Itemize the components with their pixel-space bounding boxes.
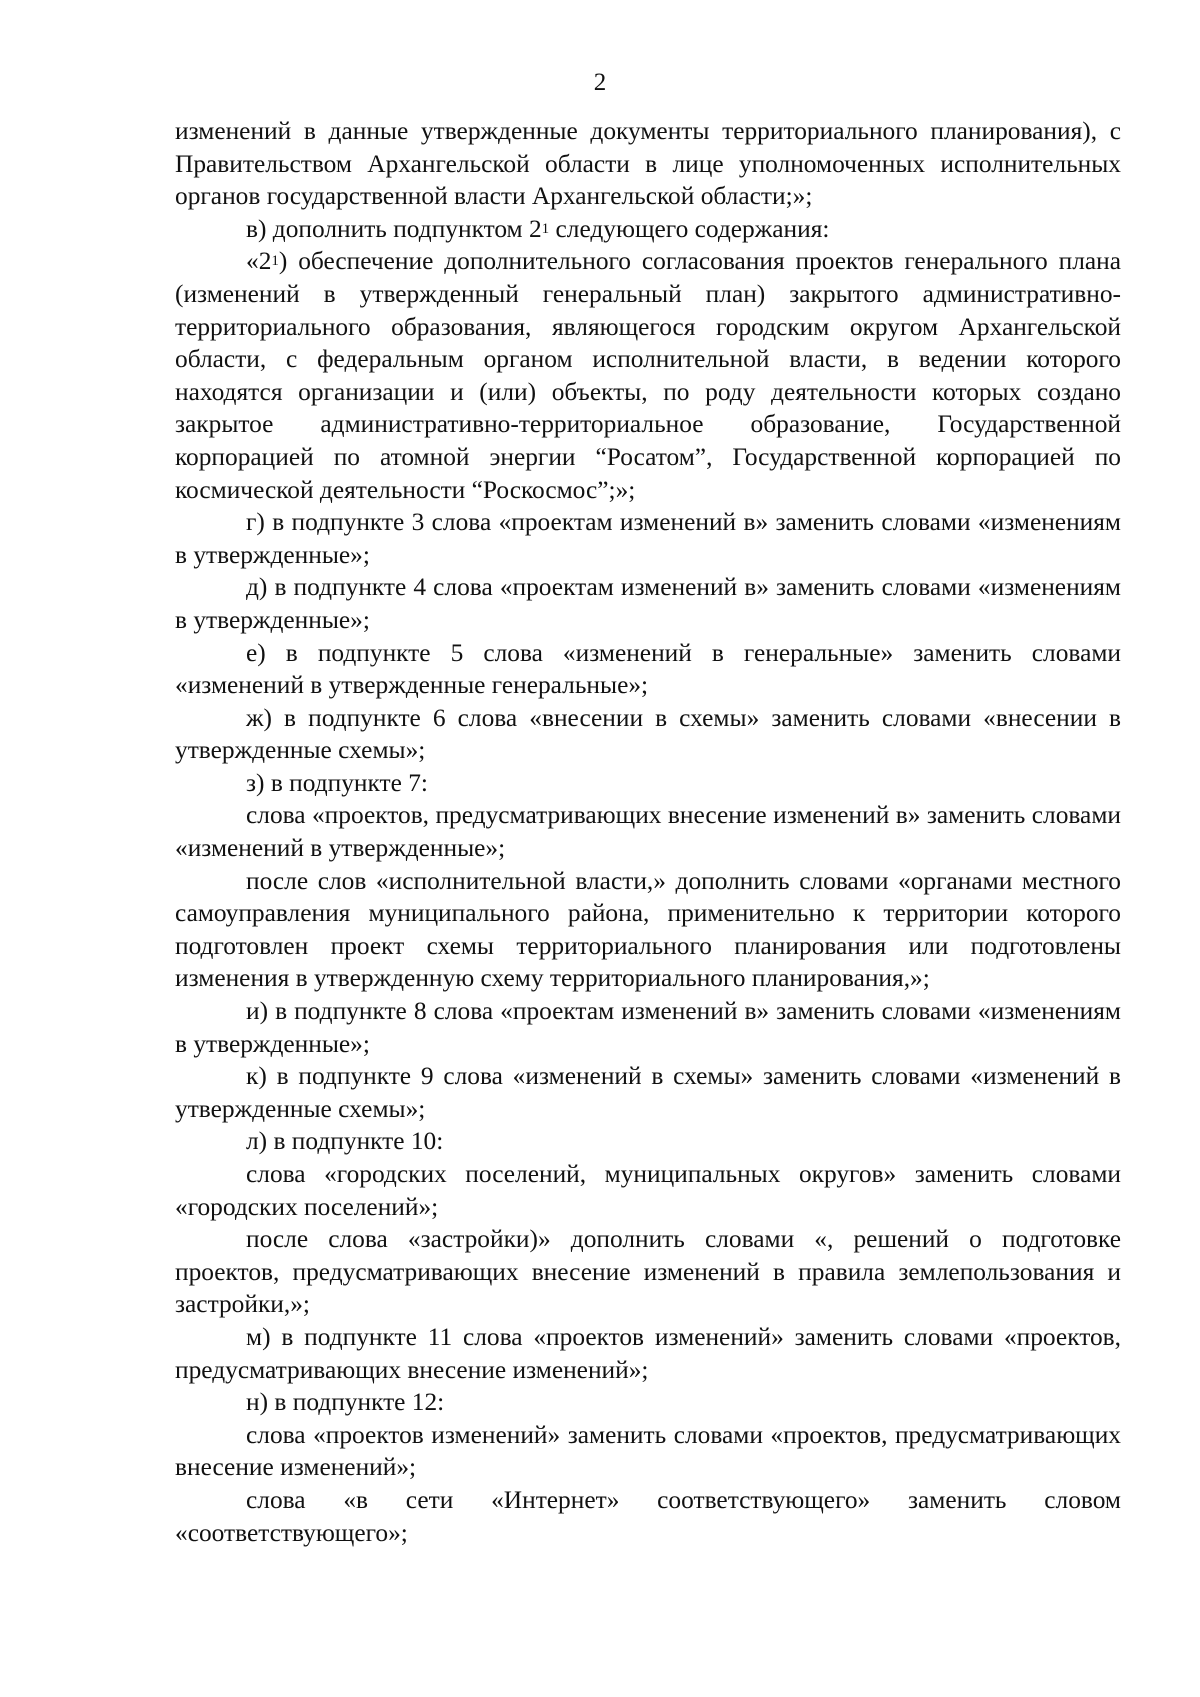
paragraph-text: в) дополнить подпунктом 2 (246, 214, 542, 243)
paragraph-subitem-2-1 (175, 245, 1121, 506)
paragraph-item-zh: ж) в подпункте 6 слова «внесении в схемы» заменить словами «внесении в утвержденные схемы»; (175, 703, 1121, 765)
paragraph-text: ) обеспечение дополнительного согласования проектов генерального плана (изменений в утвержденный генеральный план) закрытого административно-территориального образования, являющегося городским округом Архангельской области, с федеральным органом исполнительной власти, в ведении которого находятся организации и (или) объекты, по роду деятельности которых создано закрытое административно-территориальное образование, Государственной корпорацией по атомной энергии “Росатом”, Государственной корпорацией по космической деятельности “Роскосмос”;»; (175, 247, 1121, 504)
paragraph-text: «2 (246, 247, 272, 276)
paragraph-text: следующего содержания: (549, 214, 830, 243)
paragraph-item-l-after: после слова «застройки)» дополнить словами «, решений о подготовке проектов, предусматривающих внесение изменений в правила землепользования и застройки,»; (175, 1225, 1121, 1319)
paragraph-item-m: м) в подпункте 11 слова «проектов изменений» заменить словами «проектов, предусматривающих внесение изменений»; (175, 1322, 1121, 1384)
page-number: 2 (593, 69, 607, 96)
paragraph-item-z: з) в подпункте 7: (246, 768, 428, 797)
paragraph-item-l-words: слова «городских поселений, муниципальных округов» заменить словами «городских поселений»; (175, 1160, 1121, 1221)
superscript: 1 (271, 253, 279, 270)
paragraph-item-e: е) в подпункте 5 слова «изменений в генеральные» заменить словами «изменений в утвержденные генеральные»; (175, 638, 1121, 700)
paragraph-item-k: к) в подпункте 9 слова «изменений в схемы» заменить словами «изменений в утвержденные схемы»; (175, 1062, 1121, 1123)
paragraph-continuation: изменений в данные утвержденные документы территориального планирования), с Правительством Архангельской области в лице уполномоченных исполнительных органов государственной власти Архангельской области;»; (175, 117, 1121, 211)
paragraph-item-d: д) в подпункте 4 слова «проектам изменений в» заменить словами «изменениям в утвержденные»; (175, 573, 1121, 634)
paragraph-item-z-words: слова «проектов, предусматривающих внесение изменений в» заменить словами «изменений в утвержденные»; (175, 801, 1121, 863)
paragraph-item-n: н) в подпункте 12: (246, 1388, 445, 1417)
paragraph-item-g: г) в подпункте 3 слова «проектам изменений в» заменить словами «изменениям в утвержденные»; (175, 508, 1121, 569)
paragraph-item-z-after: после слов «исполнительной власти,» дополнить словами «органами местного самоуправления муниципального района, применительно к территории которого подготовлен проект схемы территориального планирования или подготовлены изменения в утвержденную схему территориального планирования,»; (175, 866, 1121, 993)
paragraph-item-i: и) в подпункте 8 слова «проектам изменений в» заменить словами «изменениям в утвержденные»; (175, 997, 1121, 1058)
paragraph-item-n-words-1: слова «проектов изменений» заменить словами «проектов, предусматривающих внесение изменений»; (175, 1420, 1121, 1482)
document-body (175, 115, 1121, 1549)
superscript: 1 (541, 220, 550, 237)
paragraph-item-n-words-2: слова «в сети «Интернет» соответствующего» заменить словом «соответствующего»; (175, 1485, 1121, 1547)
paragraph-item-l: л) в подпункте 10: (246, 1127, 444, 1156)
paragraph-item-v (175, 213, 1121, 246)
